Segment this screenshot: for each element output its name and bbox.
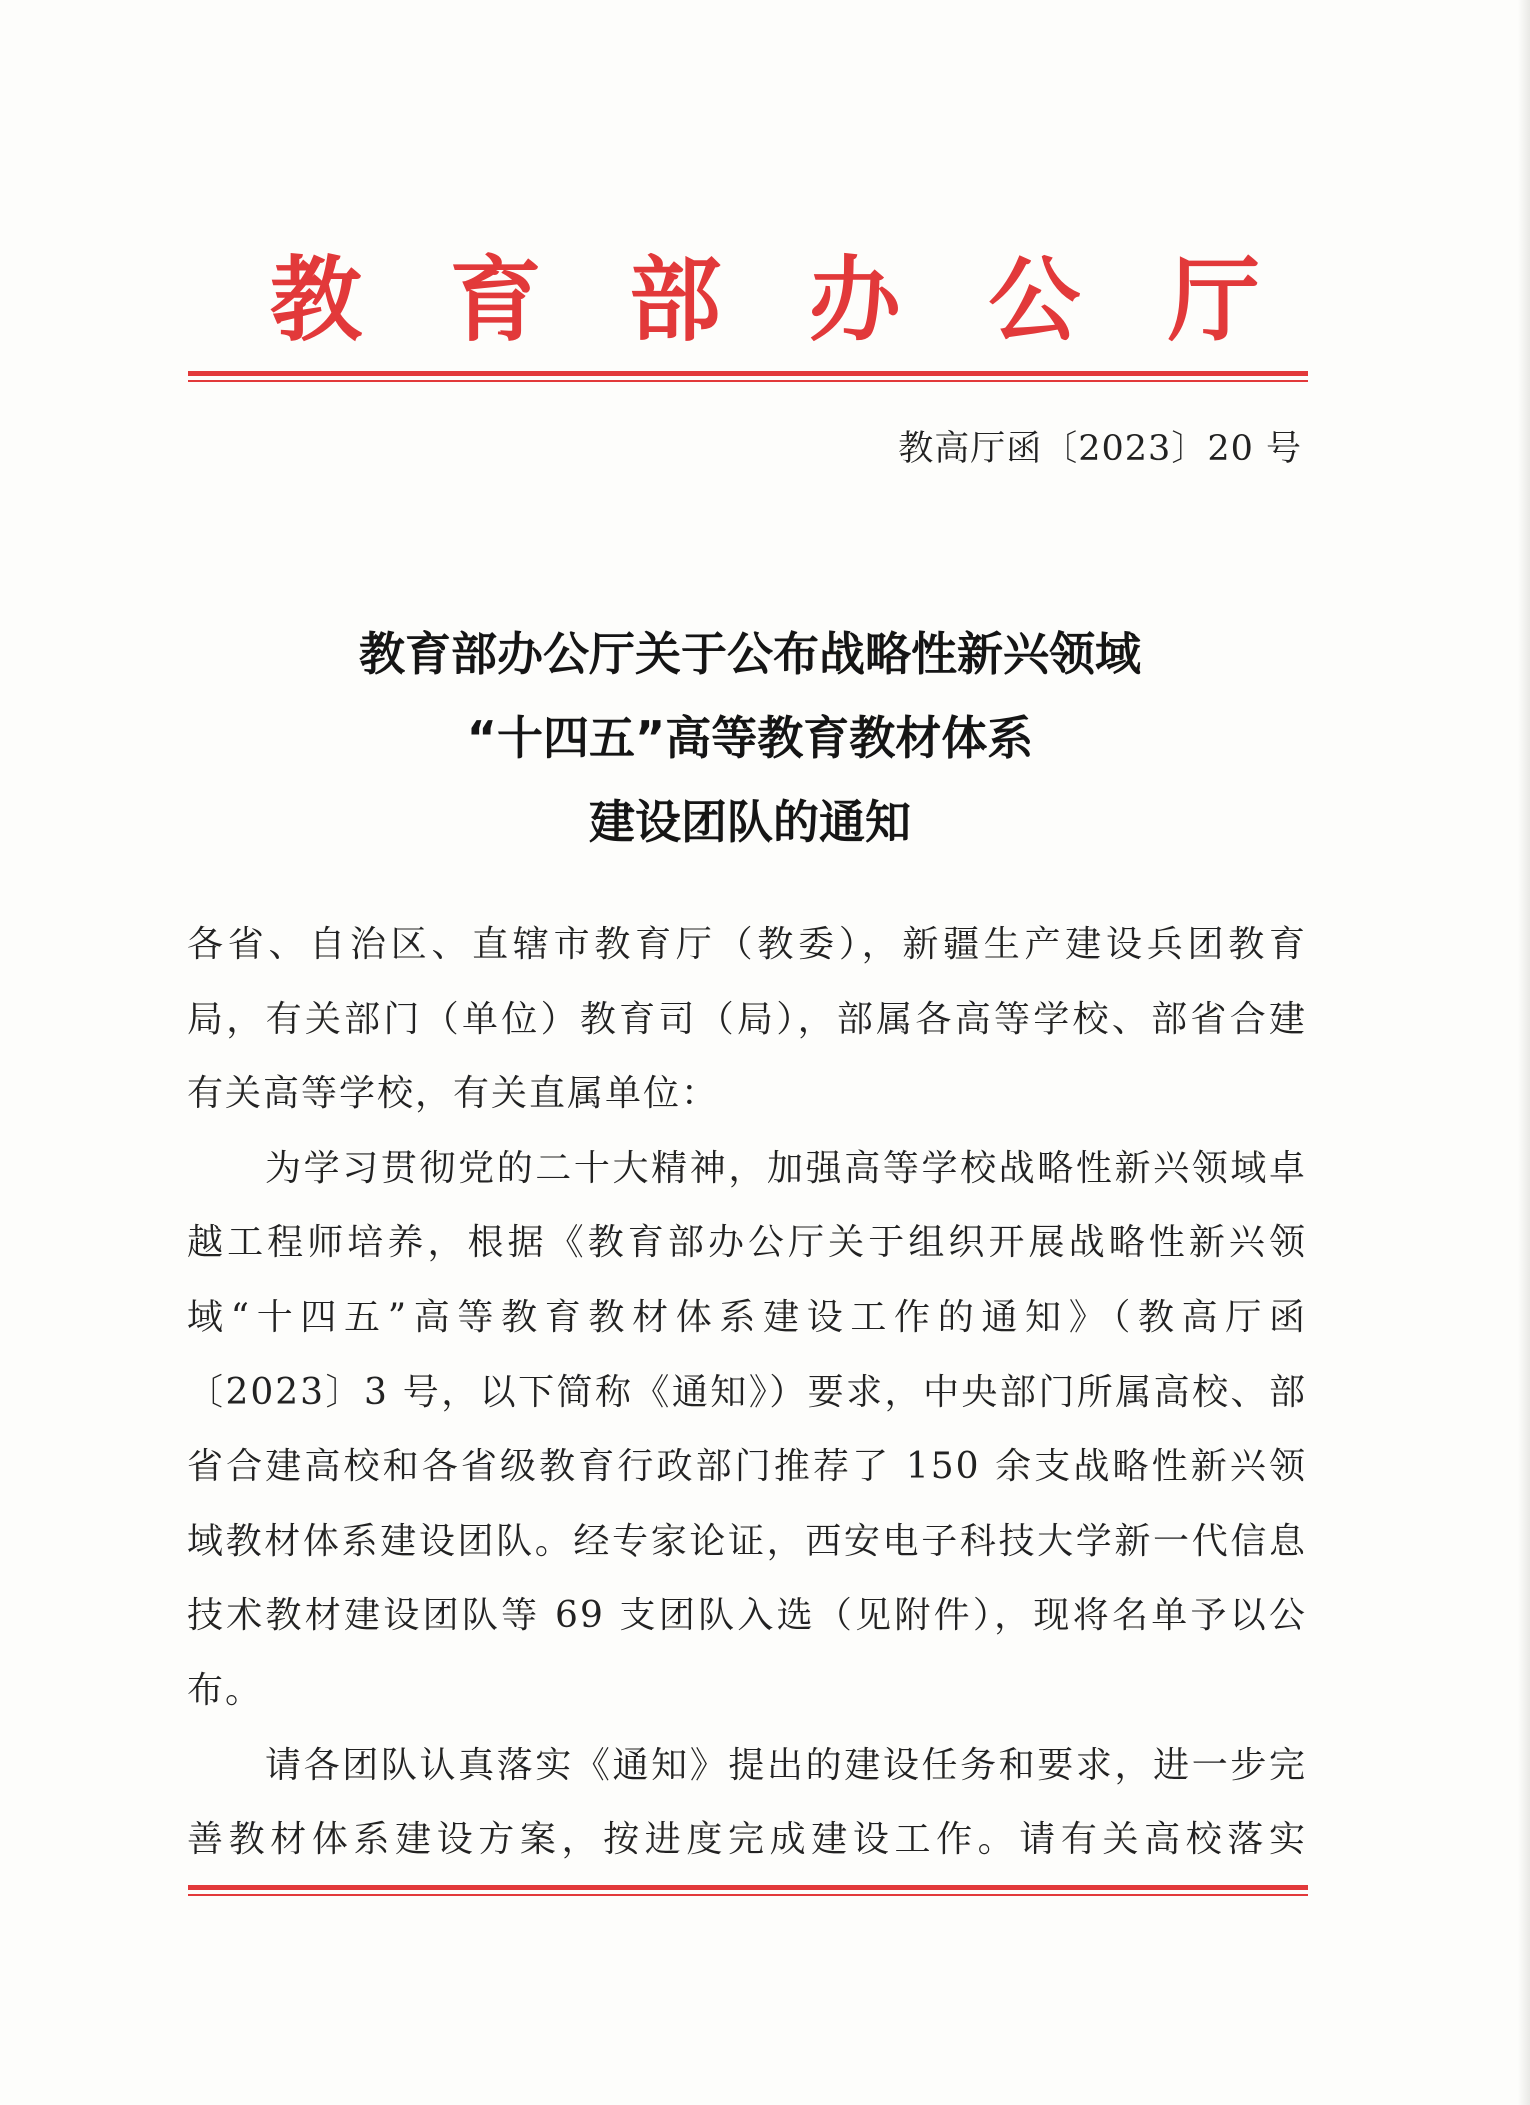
header-char: 公 — [988, 246, 1081, 354]
header-char: 教 — [270, 246, 363, 354]
document-body — [187, 908, 1307, 1878]
header-char: 办 — [808, 246, 901, 354]
red-footer-rule — [188, 1885, 1308, 1896]
red-header-rule — [188, 371, 1308, 382]
red-rule-thin — [188, 1894, 1308, 1896]
scan-edge — [1518, 0, 1530, 2105]
body-paragraph-2: 请各团队认真落实《通知》提出的建设任务和要求，进一步完善教材体系建设方案，按进度完成建设工作。请有关高校落实 — [187, 1744, 1307, 1861]
document-title — [190, 612, 1310, 864]
title-line-2: “十四五”高等教育教材体系 — [466, 711, 1034, 765]
addressee-paragraph: 各省、自治区、直辖市教育厅（教委），新疆生产建设兵团教育局，有关部门（单位）教育司（局），部属各高等学校、部省合建有关高等学校，有关直属单位： — [187, 924, 1307, 1115]
red-rule-thick — [188, 1885, 1308, 1890]
issuing-organization-header — [270, 238, 1260, 354]
title-line-1: 教育部办公厅关于公布战略性新兴领域 — [359, 627, 1141, 681]
title-line-3: 建设团队的通知 — [589, 795, 911, 849]
red-rule-thin — [188, 380, 1308, 382]
red-rule-thick — [188, 371, 1308, 376]
body-paragraph-1: 为学习贯彻党的二十大精神，加强高等学校战略性新兴领域卓越工程师培养，根据《教育部办公厅关于组织开展战略性新兴领域“十四五”高等教育教材体系建设工作的通知》（教高厅函〔2023〕3 号，以下简称《通知》）要求，中央部门所属高校、部省合建高校和各省级教育行政部门推荐了 150 余支战略性新兴领域教材体系建设团队。经专家论证，西安电子科技大学新一代信息技术教材建设团队等 69 支团队入选（见附件），现将名单予以公布。 — [187, 1147, 1307, 1711]
document-number: 教高厅函〔2023〕20 号 — [898, 429, 1302, 469]
header-char: 育 — [449, 246, 542, 354]
header-char: 厅 — [1167, 246, 1260, 354]
header-char: 部 — [629, 246, 722, 354]
